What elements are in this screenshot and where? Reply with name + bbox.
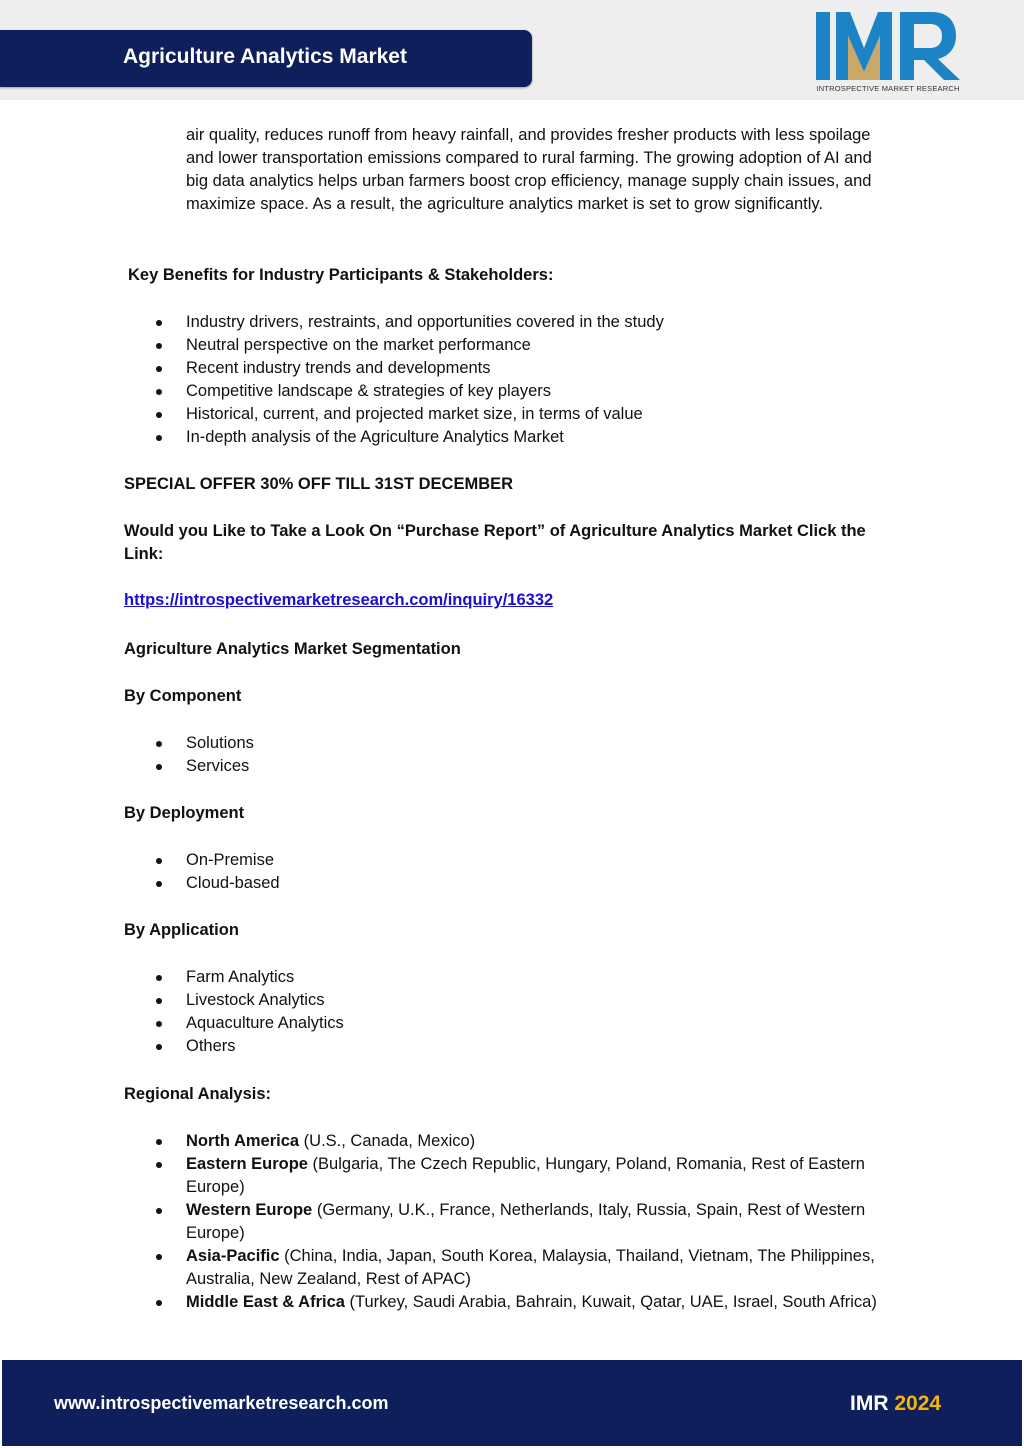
- region-item: [0, 1153, 906, 1199]
- footer-year: 2024: [894, 1392, 942, 1415]
- list-item: In-depth analysis of the Agriculture Analytics Market: [0, 426, 906, 449]
- list-item: Livestock Analytics: [0, 989, 906, 1012]
- region-name: Asia-Pacific: [186, 1247, 280, 1265]
- footer-brand: [850, 1392, 941, 1416]
- list-item: Solutions: [0, 732, 906, 755]
- list-item: Services: [0, 755, 906, 778]
- region-countries: (U.S., Canada, Mexico): [299, 1132, 476, 1150]
- list-item: Historical, current, and projected market size, in terms of value: [0, 403, 906, 426]
- region-name: North America: [186, 1132, 300, 1150]
- region-countries: (Bulgaria, The Czech Republic, Hungary, Poland, Romania, Rest of Eastern Europe): [186, 1155, 865, 1196]
- key-benefits-list: [0, 311, 1024, 449]
- region-name: Middle East & Africa: [186, 1293, 345, 1311]
- by-application-heading: By Application: [124, 921, 239, 939]
- list-item: Cloud-based: [0, 872, 906, 895]
- logo-caption: INTROSPECTIVE MARKET RESEARCH: [816, 84, 960, 93]
- region-item: [0, 1245, 906, 1291]
- purchase-prompt: Would you Like to Take a Look On “Purchase Report” of Agriculture Analytics Market Click the Link:: [124, 522, 866, 563]
- region-item: [0, 1291, 906, 1314]
- inquiry-link[interactable]: https://introspectivemarketresearch.com/inquiry/16332: [124, 591, 554, 609]
- title-banner: [0, 30, 532, 87]
- footer-brand-name: IMR: [850, 1392, 889, 1415]
- list-item: Others: [0, 1035, 906, 1058]
- page-title: Agriculture Analytics Market: [123, 45, 407, 68]
- list-item: Competitive landscape & strategies of key players: [0, 380, 906, 403]
- list-item: Industry drivers, restraints, and opportunities covered in the study: [0, 311, 906, 334]
- special-offer: SPECIAL OFFER 30% OFF TILL 31ST DECEMBER: [124, 475, 514, 493]
- region-item: [0, 1199, 906, 1245]
- footer-url: www.introspectivemarketresearch.com: [54, 1393, 389, 1413]
- by-deployment-heading: By Deployment: [124, 804, 245, 822]
- region-countries: (China, India, Japan, South Korea, Malaysia, Thailand, Vietnam, The Philippines, Australia, New Zealand, Rest of APAC): [186, 1247, 875, 1288]
- footer: [2, 1360, 1022, 1446]
- region-name: Western Europe: [186, 1201, 313, 1219]
- segmentation-heading: Agriculture Analytics Market Segmentation: [124, 640, 461, 658]
- region-countries: (Germany, U.K., France, Netherlands, Italy, Russia, Spain, Rest of Western Europe): [186, 1201, 866, 1242]
- regional-heading: Regional Analysis:: [124, 1085, 272, 1103]
- list-item: On-Premise: [0, 849, 906, 872]
- region-countries: (Turkey, Saudi Arabia, Bahrain, Kuwait, Qatar, UAE, Israel, South Africa): [344, 1293, 877, 1311]
- imr-logo-mark: [814, 10, 962, 84]
- component-list: [0, 732, 1024, 778]
- imr-logo: [814, 10, 962, 96]
- application-list: [0, 966, 1024, 1058]
- deployment-list: [0, 849, 1024, 895]
- region-name: Eastern Europe: [186, 1155, 308, 1173]
- region-item: [0, 1130, 906, 1153]
- list-item: Aquaculture Analytics: [0, 1012, 906, 1035]
- by-component-heading: By Component: [124, 687, 242, 705]
- list-item: Neutral perspective on the market performance: [0, 334, 906, 357]
- list-item: Farm Analytics: [0, 966, 906, 989]
- intro-paragraph: air quality, reduces runoff from heavy rainfall, and provides fresher products with less spoilage and lower transportation emissions compared to rural farming. The growing adoption of AI and big data analytics helps urban farmers boost crop efficiency, manage supply chain issues, and maximize space. As a result, the agriculture analytics market is set to grow significantly.: [186, 126, 872, 213]
- key-benefits-heading: Key Benefits for Industry Participants & Stakeholders:: [128, 266, 554, 284]
- regional-list: [0, 1130, 1024, 1314]
- list-item: Recent industry trends and developments: [0, 357, 906, 380]
